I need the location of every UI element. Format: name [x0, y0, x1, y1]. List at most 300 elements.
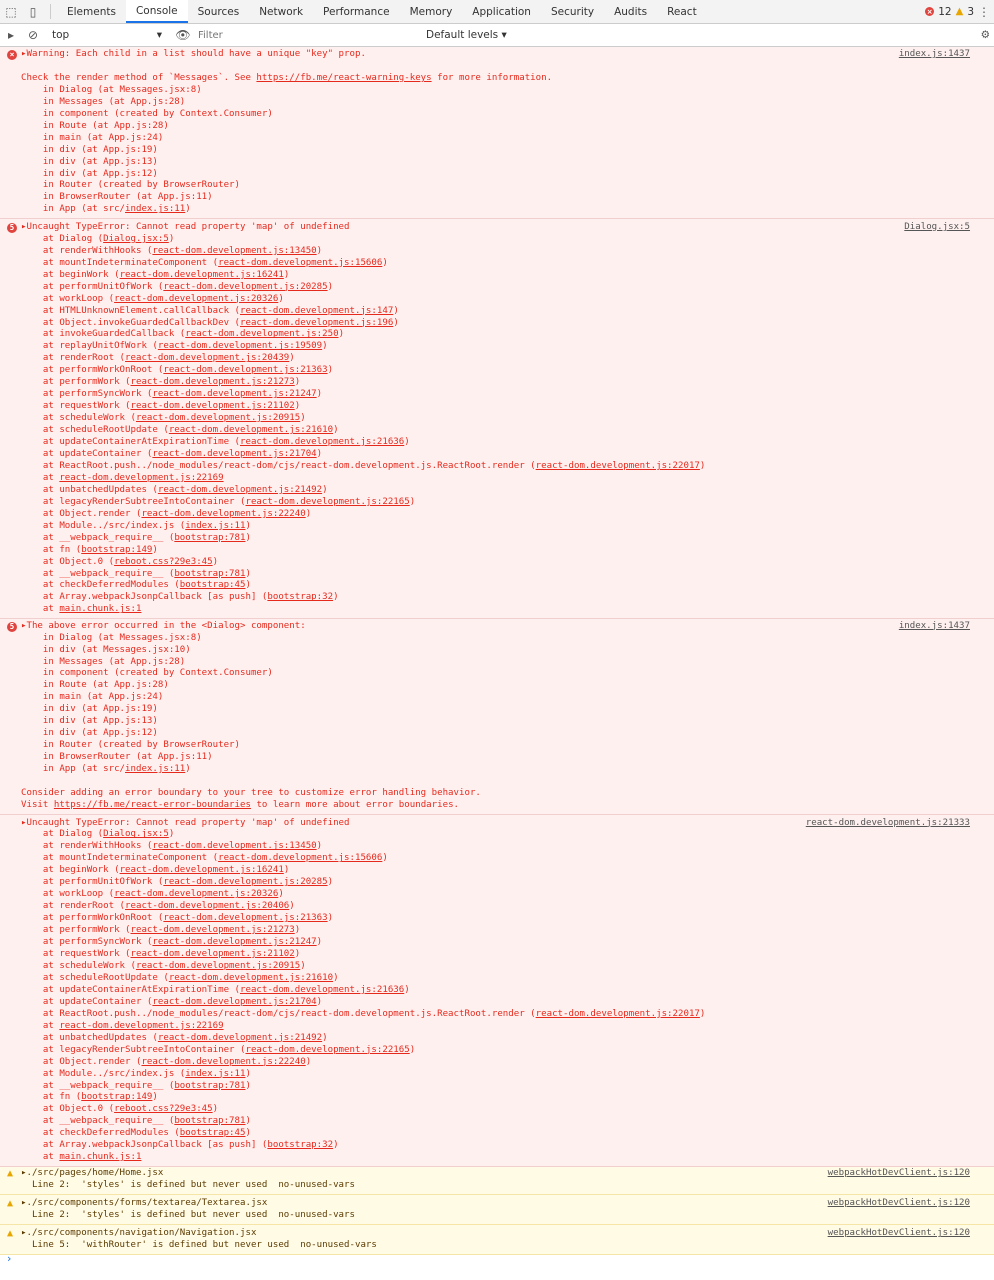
stack-link[interactable]: react-dom.development.js:21610	[168, 425, 334, 436]
log-text: in div (at App.js:12)	[21, 168, 158, 179]
log-text: )	[316, 937, 323, 948]
log-text: )	[382, 853, 388, 864]
stack-link[interactable]: react-dom.development.js:20439	[125, 353, 290, 364]
stack-link[interactable]: react-dom.development.js:21363	[163, 913, 328, 924]
source-link[interactable]: index.js:1437	[898, 620, 970, 631]
log-line	[21, 545, 994, 557]
stack-link[interactable]: react-dom.development.js:16241	[119, 865, 284, 876]
log-line	[21, 365, 994, 377]
log-text: )	[245, 580, 251, 591]
log-text: in Router (created by BrowserRouter)	[21, 180, 240, 191]
error-count-icon: 5	[7, 223, 17, 233]
log-line	[21, 509, 994, 521]
stack-link[interactable]: main.chunk.js:1	[59, 604, 142, 615]
log-line	[21, 1092, 994, 1104]
log-line	[21, 341, 994, 353]
log-text: )	[289, 901, 295, 912]
stack-link[interactable]: react-dom.development.js:21102	[130, 949, 295, 960]
stack-link[interactable]: reboot.css?29e3:45	[114, 556, 213, 567]
log-text: )	[333, 425, 339, 436]
log-text: at __webpack_require__ (	[21, 532, 175, 543]
stack-link[interactable]: react-dom.development.js:22169	[59, 472, 224, 483]
log-line	[21, 621, 994, 633]
console-toolbar	[0, 24, 994, 47]
context-selector[interactable]	[48, 27, 166, 43]
sidebar-toggle-icon[interactable]: ▸	[7, 28, 15, 42]
stack-link[interactable]: react-dom.development.js:21273	[130, 925, 295, 936]
stack-link[interactable]: react-dom.development.js:22165	[245, 1044, 410, 1055]
log-line	[21, 829, 994, 841]
log-text: )	[699, 1008, 706, 1019]
log-line	[21, 49, 994, 61]
source-link[interactable]: index.js:1437	[898, 49, 970, 59]
stack-link[interactable]: react-dom.development.js:21273	[130, 377, 295, 388]
log-line	[21, 180, 994, 192]
log-text: at updateContainerAtExpirationTime (	[21, 984, 240, 995]
log-text: )	[212, 1104, 219, 1115]
log-line	[21, 473, 994, 485]
log-text: in div (at Messages.jsx:10)	[21, 644, 191, 655]
stack-link[interactable]: react-dom.development.js:20285	[163, 281, 328, 292]
log-text: at renderRoot (	[21, 901, 126, 912]
log-line	[21, 389, 994, 401]
device-toolbar-icon[interactable]: ▯	[29, 4, 37, 19]
log-line	[21, 169, 994, 181]
log-text: )	[409, 1044, 416, 1055]
log-line	[21, 1069, 994, 1081]
log-text: )	[316, 449, 323, 459]
stack-link[interactable]: react-dom.development.js:21102	[130, 401, 295, 412]
log-line	[21, 764, 994, 776]
console-prompt[interactable]: ›	[7, 1252, 12, 1265]
log-text: Check the render method of `Messages`. See	[21, 72, 257, 83]
log-text: at renderWithHooks (	[21, 841, 153, 852]
source-link[interactable]: Dialog.jsx:5	[904, 221, 970, 232]
log-text: at fn (	[21, 544, 82, 555]
log-text: ▸./src/pages/home/Home.jsx	[21, 1168, 164, 1179]
log-text: at mountIndeterminateComponent (	[21, 853, 219, 864]
warning-icon: ▲	[7, 1198, 14, 1210]
stack-link[interactable]: Dialog.jsx:5	[103, 829, 169, 840]
stack-link[interactable]: react-dom.development.js:21704	[152, 449, 317, 459]
stack-link[interactable]: index.js:11	[185, 1068, 246, 1079]
log-text: in Dialog (at Messages.jsx:8)	[21, 84, 202, 95]
log-text: ▸./src/components/forms/textarea/Textarea.jsx	[21, 1198, 268, 1209]
log-line	[21, 645, 994, 657]
log-text: )	[322, 1032, 328, 1043]
log-line	[21, 121, 994, 133]
stack-link[interactable]: react-dom.development.js:16241	[119, 269, 284, 280]
log-text: at	[21, 1020, 60, 1031]
log-text: at Dialog (	[21, 233, 104, 244]
log-text: ▸./src/components/navigation/Navigation.jsx	[21, 1228, 257, 1239]
stack-link[interactable]: react-dom.development.js:22169	[59, 1020, 224, 1031]
log-text: )	[316, 841, 323, 852]
log-text: Line 2: 'styles' is defined but never used no-unused-vars	[21, 1210, 355, 1221]
divider	[50, 4, 51, 19]
tab-network[interactable]: Network	[259, 5, 304, 18]
clear-console-icon[interactable]: ⊘	[27, 28, 39, 42]
log-text: at Object.render (	[21, 1056, 142, 1067]
log-text: at scheduleRootUpdate (	[21, 972, 169, 983]
log-text: at legacyRenderSubtreeIntoContainer (	[21, 1044, 246, 1055]
console-error[interactable]	[0, 47, 994, 219]
stack-link[interactable]: react-dom.development.js:196	[240, 317, 394, 328]
log-line	[21, 73, 994, 85]
tab-performance[interactable]: Performance	[323, 5, 390, 18]
console-warning[interactable]	[0, 1167, 994, 1195]
error-icon: ×	[7, 50, 17, 60]
log-line	[21, 318, 994, 330]
log-text: )	[245, 1068, 251, 1079]
log-text: )	[393, 305, 399, 316]
log-text: at updateContainer (	[21, 449, 153, 459]
log-text: )	[300, 413, 306, 424]
warning-icon: ▲	[7, 1228, 14, 1240]
log-line	[21, 401, 994, 413]
log-text: Line 5: 'withRouter' is defined but never used no-unused-vars	[21, 1240, 377, 1251]
stack-link[interactable]: bootstrap:781	[174, 568, 246, 579]
log-text: ▸The above error occurred in the <Dialog> component:	[21, 620, 306, 631]
log-line	[21, 282, 994, 294]
log-line	[21, 377, 994, 389]
gear-icon[interactable]: ⚙	[980, 29, 990, 41]
log-text: Line 2: 'styles' is defined but never used no-unused-vars	[21, 1180, 355, 1191]
log-line	[21, 1033, 994, 1045]
log-text: )	[305, 508, 312, 519]
stack-link[interactable]: react-dom.development.js:20285	[163, 877, 328, 888]
log-line	[21, 1180, 994, 1192]
log-text: in div (at App.js:13)	[21, 716, 158, 727]
log-text: at performWork (	[21, 925, 131, 936]
console-log	[0, 47, 994, 1255]
log-text: )	[316, 996, 323, 1007]
log-text: )	[327, 281, 334, 292]
log-line	[21, 680, 994, 692]
source-link[interactable]: webpackHotDevClient.js:120	[827, 1198, 970, 1209]
log-line	[21, 449, 994, 461]
log-line	[21, 865, 994, 877]
console-warning[interactable]	[0, 1225, 994, 1255]
log-text: )	[404, 437, 410, 448]
log-text: at Module../src/index.js (	[21, 520, 186, 531]
tab-list	[57, 0, 707, 23]
stack-link[interactable]: react-dom.development.js:20915	[135, 413, 301, 424]
log-line	[21, 877, 994, 889]
log-text: at mountIndeterminateComponent (	[21, 257, 219, 268]
log-text: )	[382, 257, 388, 268]
stack-link[interactable]: react-dom.development.js:22240	[141, 1056, 306, 1067]
console-error[interactable]	[0, 219, 994, 619]
stack-link[interactable]: react-dom.development.js:22240	[141, 508, 306, 519]
stack-link[interactable]: https://fb.me/react-warning-keys	[256, 72, 432, 83]
eye-icon[interactable]: 👁	[175, 28, 191, 42]
stack-link[interactable]: bootstrap:781	[174, 532, 246, 543]
source-link[interactable]: webpackHotDevClient.js:120	[827, 1228, 970, 1239]
log-text: to learn more about error boundaries.	[250, 799, 460, 810]
log-line	[21, 1140, 994, 1152]
log-line	[21, 704, 994, 716]
log-line	[21, 580, 994, 592]
stack-link[interactable]: bootstrap:149	[81, 1092, 153, 1103]
log-text: )	[322, 341, 328, 352]
log-text: in div (at App.js:19)	[21, 144, 158, 155]
log-text: )	[333, 592, 339, 603]
log-text: )	[338, 329, 345, 340]
console-error[interactable]	[0, 815, 994, 1167]
stack-link[interactable]: react-dom.development.js:19509	[157, 341, 323, 352]
log-line	[21, 657, 994, 669]
stack-link[interactable]: react-dom.development.js:21636	[240, 437, 405, 448]
stack-link[interactable]: https://fb.me/react-error-boundaries	[53, 799, 251, 810]
tab-audits[interactable]: Audits	[614, 5, 648, 18]
log-text: at workLoop (	[21, 293, 115, 304]
log-text: )	[168, 829, 175, 840]
log-text: )	[333, 972, 339, 983]
stack-link[interactable]: index.js:11	[125, 764, 186, 775]
log-text: )	[245, 1080, 251, 1091]
log-text: at checkDeferredModules (	[21, 580, 180, 591]
log-text: )	[327, 913, 334, 924]
more-options-icon[interactable]: ⋮	[978, 4, 990, 19]
log-text: at beginWork (	[21, 865, 120, 876]
log-text: )	[404, 984, 410, 995]
error-count-icon: 5	[7, 622, 17, 632]
log-line	[21, 889, 994, 901]
stack-link[interactable]: react-dom.development.js:15606	[218, 853, 383, 864]
log-line	[21, 1116, 994, 1128]
log-line	[21, 485, 994, 497]
log-text: at Array.webpackJsonpCallback [as push] (	[21, 592, 268, 603]
tab-sources[interactable]: Sources	[197, 5, 240, 18]
log-line	[21, 692, 994, 704]
stack-link[interactable]: react-dom.development.js:22017	[535, 460, 700, 471]
log-line	[21, 145, 994, 157]
issue-counts[interactable]	[925, 0, 974, 23]
stack-link[interactable]: react-dom.development.js:22017	[535, 1008, 700, 1019]
log-line	[21, 557, 994, 569]
log-line	[21, 222, 994, 234]
stack-link[interactable]: reboot.css?29e3:45	[114, 1104, 213, 1115]
stack-link[interactable]: bootstrap:149	[81, 544, 153, 555]
log-text: at workLoop (	[21, 889, 115, 900]
stack-link[interactable]: bootstrap:32	[267, 592, 334, 603]
log-text: in BrowserRouter (at App.js:11)	[21, 752, 213, 763]
log-text: in div (at App.js:12)	[21, 728, 158, 739]
stack-link[interactable]: bootstrap:781	[174, 1116, 246, 1127]
log-text: in Messages (at App.js:28)	[21, 656, 186, 667]
stack-link[interactable]: react-dom.development.js:21492	[157, 1032, 323, 1043]
stack-link[interactable]: bootstrap:45	[179, 1128, 246, 1139]
tab-security[interactable]: Security	[550, 5, 595, 18]
log-line	[21, 973, 994, 985]
log-text: at performSyncWork (	[21, 937, 153, 948]
stack-link[interactable]: react-dom.development.js:21610	[168, 972, 334, 983]
tab-memory[interactable]: Memory	[409, 5, 453, 18]
stack-link[interactable]: react-dom.development.js:20326	[114, 889, 279, 900]
log-line	[21, 788, 994, 800]
tab-elements[interactable]: Elements	[67, 5, 116, 18]
warning-count: 3	[967, 5, 974, 18]
log-line	[21, 925, 994, 937]
log-text: at beginWork (	[21, 269, 120, 280]
log-text: at __webpack_require__ (	[21, 1116, 175, 1127]
log-text: in div (at App.js:13)	[21, 156, 158, 167]
log-text: Consider adding an error boundary to your tree to customize error handling behavior.	[21, 788, 481, 798]
log-line	[21, 533, 994, 545]
log-text: at renderRoot (	[21, 353, 126, 364]
stack-link[interactable]: react-dom.development.js:21247	[152, 389, 317, 400]
stack-link[interactable]: react-dom.development.js:20915	[135, 960, 301, 971]
log-line	[21, 633, 994, 645]
log-line	[21, 1210, 994, 1222]
stack-link[interactable]: main.chunk.js:1	[59, 1152, 142, 1163]
stack-link[interactable]: react-dom.development.js:13450	[152, 245, 317, 256]
log-text: at Object.0 (	[21, 1104, 115, 1115]
log-text: at Dialog (	[21, 829, 104, 840]
chevron-down-icon: ▾	[156, 29, 162, 41]
log-line	[21, 353, 994, 365]
log-text: ▸Warning: Each child in a list should have a unique "key" prop.	[21, 49, 366, 59]
stack-link[interactable]: react-dom.development.js:21704	[152, 996, 317, 1007]
log-text: at checkDeferredModules (	[21, 1128, 180, 1139]
console-warning[interactable]	[0, 1195, 994, 1225]
log-text: in Router (created by BrowserRouter)	[21, 740, 240, 751]
log-text: at Object.0 (	[21, 556, 115, 567]
log-text: )	[245, 520, 251, 531]
log-line	[21, 521, 994, 533]
log-line	[21, 937, 994, 949]
log-line	[21, 668, 994, 680]
stack-link[interactable]: react-dom.development.js:20406	[125, 901, 290, 912]
log-text: )	[245, 1128, 251, 1139]
log-line	[21, 985, 994, 997]
log-text: at __webpack_require__ (	[21, 1080, 175, 1091]
error-icon: ×	[926, 7, 933, 16]
log-text: )	[278, 293, 284, 304]
log-text: at scheduleWork (	[21, 413, 136, 424]
log-line	[21, 1057, 994, 1069]
log-text: at	[21, 604, 60, 615]
log-line	[21, 1081, 994, 1093]
stack-link[interactable]: react-dom.development.js:21363	[163, 365, 328, 376]
log-text: )	[152, 1092, 158, 1103]
log-line	[21, 246, 994, 258]
stack-link[interactable]: index.js:11	[125, 204, 186, 215]
log-text: at renderWithHooks (	[21, 245, 153, 256]
log-text: )	[333, 1140, 339, 1151]
stack-link[interactable]: bootstrap:32	[267, 1140, 334, 1151]
log-text: at performWork (	[21, 377, 131, 388]
log-text: in Route (at App.js:28)	[21, 120, 169, 131]
log-text: )	[283, 865, 290, 876]
log-text: )	[393, 317, 399, 328]
log-text: at updateContainer (	[21, 996, 153, 1007]
log-text: )	[316, 389, 323, 400]
log-text: in main (at App.js:24)	[21, 692, 164, 703]
log-text: at ReactRoot.push../node_modules/react-dom/cjs/react-dom.development.js.ReactRoot.render (	[21, 460, 536, 471]
log-text: at requestWork (	[21, 949, 131, 960]
filter-input[interactable]	[194, 27, 418, 43]
log-line	[21, 1240, 994, 1252]
console-error[interactable]	[0, 619, 994, 815]
log-line	[21, 192, 994, 204]
tab-application[interactable]: Application	[472, 5, 531, 18]
log-line	[21, 1045, 994, 1057]
log-line	[21, 306, 994, 318]
log-line	[21, 1104, 994, 1116]
log-text: )	[185, 764, 191, 775]
inspect-element-icon[interactable]: ⬚	[5, 4, 17, 19]
log-line	[21, 800, 994, 812]
log-text: )	[327, 365, 334, 376]
log-line	[21, 728, 994, 740]
log-text: in BrowserRouter (at App.js:11)	[21, 192, 213, 203]
log-text: )	[327, 877, 334, 888]
log-text: )	[212, 556, 219, 567]
log-line	[21, 949, 994, 961]
log-line	[21, 752, 994, 764]
tab-react[interactable]: React	[667, 5, 697, 18]
stack-link[interactable]: index.js:11	[185, 520, 246, 531]
log-line	[21, 61, 994, 73]
log-text: at invokeGuardedCallback (	[21, 329, 186, 340]
stack-link[interactable]: react-dom.development.js:21636	[240, 984, 405, 995]
log-line	[21, 901, 994, 913]
log-line	[21, 85, 994, 97]
source-link[interactable]: webpackHotDevClient.js:120	[827, 1168, 970, 1179]
log-line	[21, 853, 994, 865]
log-line	[21, 740, 994, 752]
log-text: at __webpack_require__ (	[21, 568, 175, 579]
log-line	[21, 258, 994, 270]
log-line	[21, 1152, 994, 1164]
log-text: at fn (	[21, 1092, 82, 1103]
log-line	[21, 497, 994, 509]
log-line	[21, 437, 994, 449]
stack-link[interactable]: Dialog.jsx:5	[103, 233, 169, 244]
stack-link[interactable]: react-dom.development.js:22165	[245, 496, 410, 507]
stack-link[interactable]: react-dom.development.js:250	[185, 329, 339, 340]
context-label: top	[52, 29, 70, 41]
tab-console[interactable]: Console	[126, 0, 188, 23]
log-line	[21, 157, 994, 169]
stack-link[interactable]: bootstrap:781	[174, 1080, 246, 1091]
log-text: at performUnitOfWork (	[21, 281, 164, 292]
stack-link[interactable]: react-dom.development.js:20326	[114, 293, 279, 304]
log-levels-dropdown[interactable]: Default levels ▾	[426, 29, 507, 41]
stack-link[interactable]: react-dom.development.js:21492	[157, 484, 323, 495]
log-line	[21, 109, 994, 121]
log-text: at updateContainerAtExpirationTime (	[21, 437, 240, 448]
stack-link[interactable]: react-dom.development.js:147	[240, 305, 394, 316]
log-text: at replayUnitOfWork (	[21, 341, 158, 352]
log-text: )	[168, 233, 175, 244]
source-link[interactable]: react-dom.development.js:21333	[805, 817, 970, 828]
stack-link[interactable]: react-dom.development.js:21247	[152, 937, 317, 948]
log-text: )	[294, 949, 301, 960]
log-text: at HTMLUnknownElement.callCallback (	[21, 305, 240, 316]
stack-link[interactable]: react-dom.development.js:15606	[218, 257, 383, 268]
log-text: at performWorkOnRoot (	[21, 365, 164, 376]
log-line	[21, 97, 994, 109]
log-text: at legacyRenderSubtreeIntoContainer (	[21, 496, 246, 507]
log-line	[21, 270, 994, 282]
stack-link[interactable]: bootstrap:45	[179, 580, 246, 591]
log-line	[21, 592, 994, 604]
log-text: )	[699, 460, 706, 471]
stack-link[interactable]: react-dom.development.js:13450	[152, 841, 317, 852]
